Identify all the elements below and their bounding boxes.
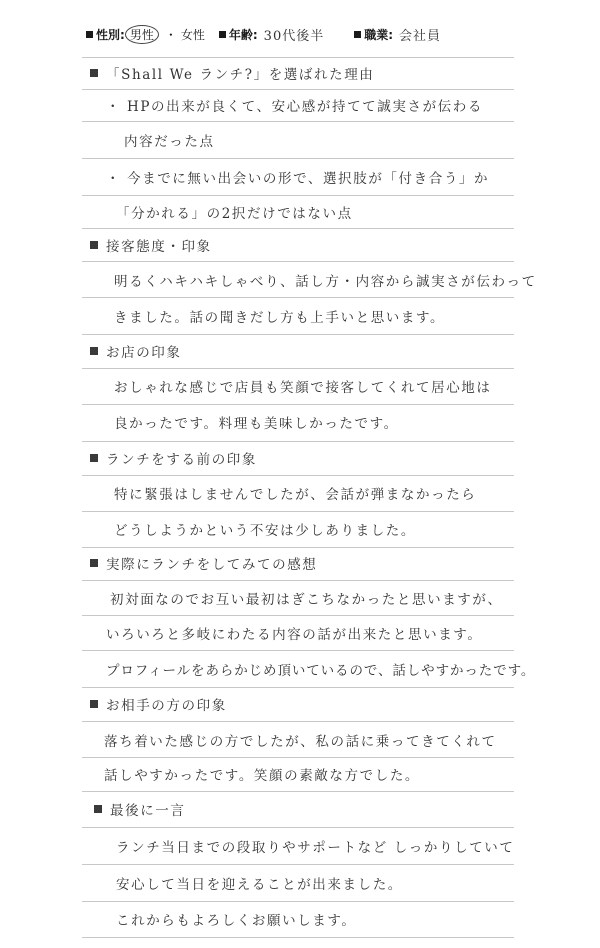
section-heading-text: 接客態度・印象 [106,239,212,255]
gender-options [125,25,205,44]
ruled-line [82,195,514,196]
section-heading-text: ランチをする前の印象 [106,452,257,468]
ruled-line [82,158,514,159]
answer-line: ・ HPの出来が良くて、安心感が持てて誠実さが伝わる [106,99,483,115]
ruled-line [82,580,514,581]
ruled-line [82,547,514,548]
ruled-line [82,650,514,651]
ruled-line [82,228,514,229]
ruled-line [82,441,514,442]
answer-line: 初対面なのでお互い最初はぎこちなかったと思いますが、 [110,592,503,608]
answer-line: 「分かれる」の2択だけではない点 [116,206,353,222]
section-heading-text: お相手の方の印象 [106,698,227,714]
job-field [354,25,441,44]
section-heading-text: 最後に一言 [110,803,186,819]
section-heading [90,444,257,472]
answer-line: ランチ当日までの段取りやサポートなど しっかりしていて [116,840,515,856]
job-value: 会社員 [399,28,442,44]
section-heading [90,549,317,577]
square-bullet-icon [90,347,98,355]
square-bullet-icon [90,69,98,77]
square-bullet-icon [90,559,98,567]
section-heading [94,795,186,823]
section-heading-text: お店の印象 [106,345,182,361]
section-heading [90,337,182,365]
ruled-line [82,334,514,335]
section-heading [90,59,374,87]
age-field [219,25,324,44]
square-bullet-icon [219,31,226,38]
square-bullet-icon [90,241,98,249]
ruled-line [82,757,514,758]
ruled-line [82,687,514,688]
ruled-line [82,901,514,902]
ruled-line [82,368,514,369]
ruled-line [82,261,514,262]
answer-line: これからもよろしくお願いします。 [116,913,357,929]
section-heading-text: 実際にランチをしてみての感想 [106,557,318,573]
gender-label: 性別: [96,27,125,42]
ruled-line [82,937,514,938]
square-bullet-icon [94,805,102,813]
answer-line: 内容だった点 [124,134,215,150]
ruled-line [82,721,514,722]
section-heading [90,690,227,718]
answer-line: ・ 今までに無い出会いの形で、選択肢が「付き合う」か [106,171,490,187]
square-bullet-icon [86,31,93,38]
ruled-line [82,475,514,476]
gender-field [86,25,205,44]
square-bullet-icon [90,700,98,708]
respondent-header [86,22,586,46]
ruled-line [82,827,514,828]
ruled-line [82,864,514,865]
ruled-line [82,791,514,792]
square-bullet-icon [354,31,361,38]
ruled-line [82,404,514,405]
gender-female: 女性 [180,27,205,42]
ruled-line [82,57,514,58]
ruled-line [82,511,514,512]
job-label: 職業: [364,27,394,42]
square-bullet-icon [90,454,98,462]
gender-male-circled: 男性 [125,25,159,44]
answer-line: 良かったです。料理も美味しかったです。 [114,416,399,432]
answer-line: プロフィールをあらかじめ頂いているので、話しやすかったです。 [106,663,536,679]
section-heading-text: 「Shall We ランチ?」を選ばれた理由 [106,67,375,83]
answer-line: 安心して当日を迎えることが出来ました。 [116,877,403,893]
answer-line: きました。話の聞きだし方も上手いと思います。 [114,310,446,326]
ruled-line [82,297,514,298]
section-heading [90,231,212,259]
answer-line: 特に緊張はしませんでしたが、会話が弾まなかったら [114,487,477,503]
answer-line: どうしようかという不安は少しありました。 [114,523,416,539]
answer-line: おしゃれな感じで店員も笑顔で接客してくれて居心地は [114,380,492,396]
answer-line: 話しやすかったです。笑顔の素敵な方でした。 [104,768,421,784]
ruled-line [82,89,514,90]
age-value: 30代後半 [263,28,325,44]
answer-line: 落ち着いた感じの方でしたが、私の話に乗ってきてくれて [104,734,497,750]
answer-line: 明るくハキハキしゃべり、話し方・内容から誠実さが伝わって [114,274,537,290]
ruled-line [82,121,514,122]
gender-separator: ・ [164,27,177,42]
age-label: 年齢: [228,27,258,42]
ruled-line [82,615,514,616]
answer-line: いろいろと多岐にわたる内容の話が出来たと思います。 [106,627,483,643]
